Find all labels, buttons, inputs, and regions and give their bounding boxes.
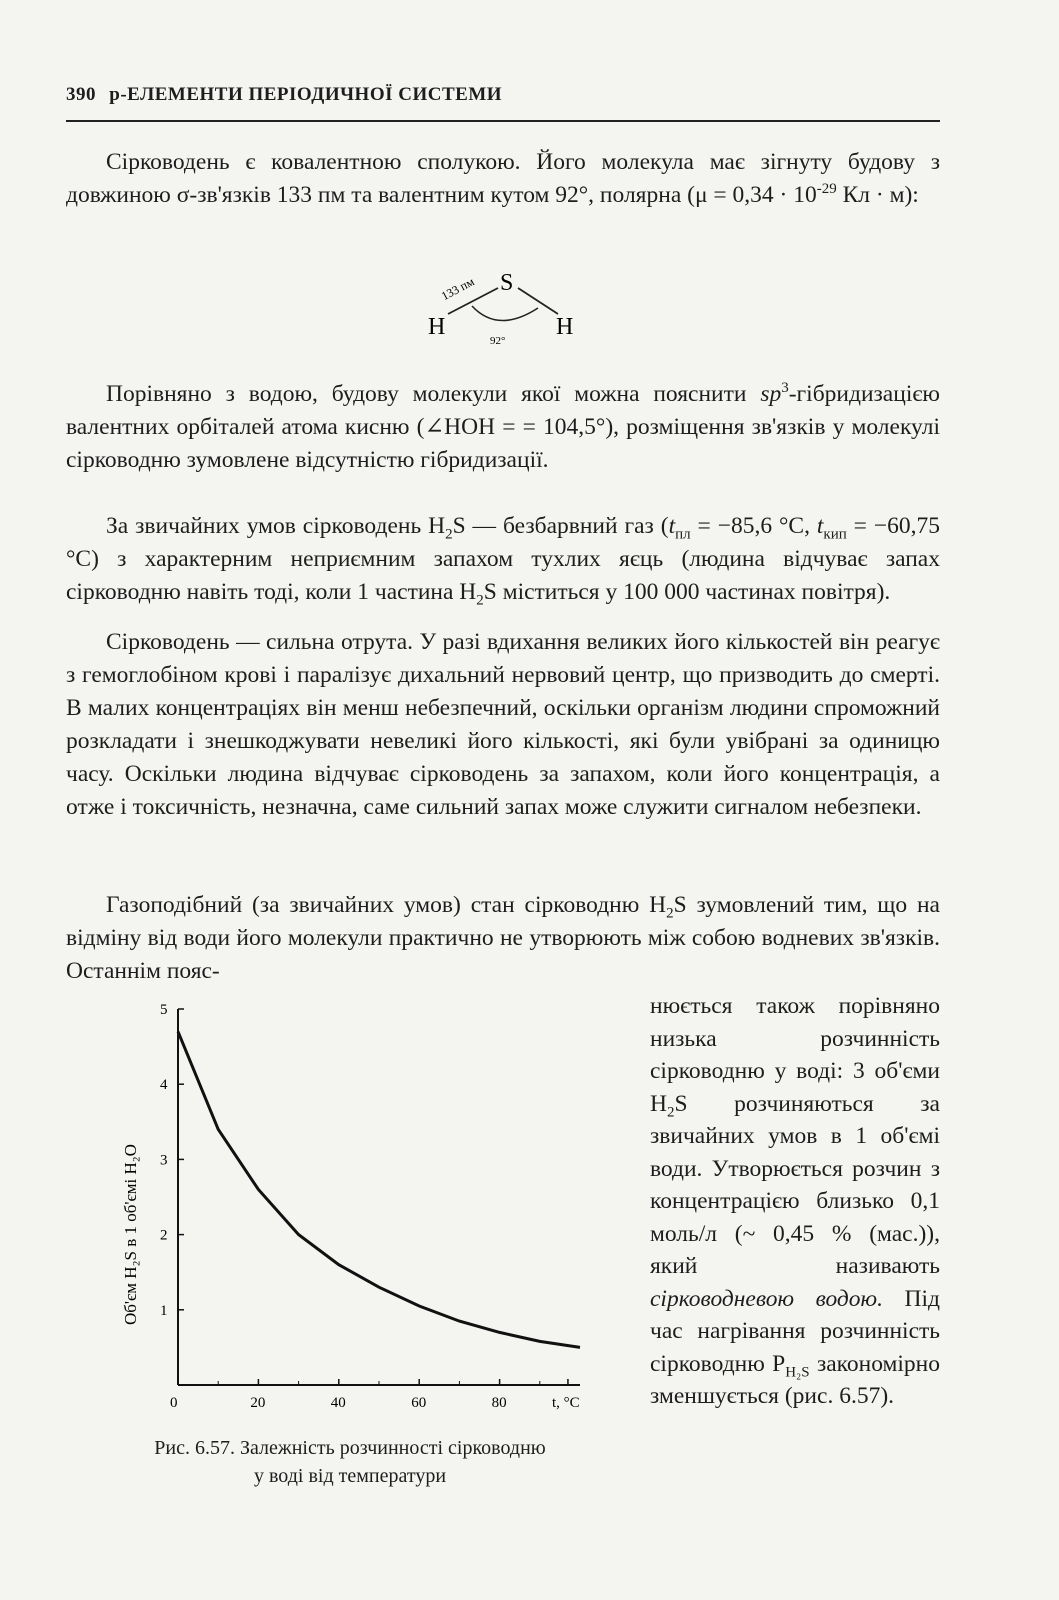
wrap-a: нюється також порівняно низька розчинність сірководню у воді: 3 об'єми H (650, 993, 940, 1117)
paragraph-1 (66, 146, 940, 212)
bond-right (518, 288, 558, 314)
solubility-chart (110, 995, 610, 1415)
paragraph-1-text-a: Сірководень є ковалентною сполукою. Його молекула має зігнуту будову з довжиною σ-зв'язків 133 пм та валентним кутом 92°, полярна (μ = 0,34 · 10 (66, 149, 940, 208)
p5-b: S зумовлений тим, що на відміну від води його молекули практично не утворюють між собою водневих зв'язків. Останнім пояс- (66, 892, 940, 984)
wrap-italic-term: сірководневою водою. (650, 1285, 884, 1312)
angle-label: 92° (490, 335, 506, 347)
running-title: p-ЕЛЕМЕНТИ ПЕРІОДИЧНОЇ СИСТЕМИ (109, 84, 503, 105)
hydrogen-atom-left: H (428, 314, 446, 340)
p5-a: Газоподібний (за звичайних умов) стан сірководню H (106, 892, 667, 918)
y-tick-label: 4 (160, 1077, 168, 1094)
p3-t1sub: пл (675, 526, 691, 543)
x-tick-label: 40 (330, 1395, 346, 1411)
bond-length-label: 133 пм (438, 274, 477, 304)
y-tick-label: 1 (160, 1302, 168, 1319)
wrapped-text (650, 990, 940, 1413)
figure-caption (80, 1434, 620, 1490)
x-tick-label: 20 (250, 1395, 266, 1411)
wrap-c: Під час нагрівання розчинність сірководню P (650, 1285, 940, 1377)
y-tick-label: 2 (160, 1227, 168, 1244)
paragraph-4: Сірководень — сильна отрута. У разі вдихання великих його кількостей він реагує з гемоглобіном крові і паралізує дихальний нервовий центр, що призводить до смерті. В малих концентраціях він менш небезпечний, оскільки організм людини спроможний розкладати і знешкоджувати невеликі його кількості, які були увібрані за одиницю часу. Оскільки людина відчуває сірководень за запахом, коли його концентрація, а отже і токсичність, незначна, саме сильний запах може служити сигналом небезпеки. (66, 629, 940, 820)
sulfur-atom: S (500, 270, 514, 296)
p3-t1: t (668, 513, 676, 539)
page-number: 390 (66, 84, 96, 105)
x-tick-label: 60 (411, 1395, 427, 1411)
p3-d: = −60,75 °C) з характерним неприємним запахом тухлих яєць (людина відчуває запах сірководню навіть тоді, коли 1 частина H (66, 513, 940, 605)
angle-arc (472, 306, 538, 321)
paragraph-1-text-b: Кл · м): (836, 182, 919, 208)
hydrogen-atom-right: H (556, 314, 574, 340)
x-tick-label: t, °C (551, 1395, 580, 1411)
caption-line-2: у воді від температури (253, 1465, 447, 1487)
running-header (66, 84, 940, 106)
p3-t2sub: кип (823, 526, 847, 543)
sp-superscript: 3 (781, 380, 789, 397)
p3-a: За звичайних умов сірководень H (106, 513, 446, 539)
paragraph-2-text-a: Порівняно з водою, будову молекули якої можна пояснити (106, 381, 761, 407)
p3-sub1: 2 (445, 526, 453, 543)
x-tick-label: 0 (170, 1395, 178, 1411)
p3-e: S міститься у 100 000 частинах повітря). (483, 579, 891, 605)
p3-sub2: 2 (476, 592, 484, 609)
y-tick-label: 5 (160, 1002, 168, 1018)
p3-c: = −85,6 °C, (690, 513, 817, 539)
h2s-molecule-diagram (420, 262, 600, 352)
paragraph-2 (66, 378, 940, 477)
wrap-sub: 2 (666, 1104, 675, 1121)
wrap-psub: H₂S (785, 1364, 810, 1381)
caption-line-1: Рис. 6.57. Залежність розчинності сірководню (154, 1437, 546, 1459)
sp-italic: sp (760, 381, 782, 407)
y-axis-label: Об'єм H₂S в 1 об'ємі H₂O (121, 1144, 140, 1325)
solubility-curve (178, 1032, 580, 1348)
wrap-b: S розчиняються за звичайних умов в 1 об'ємі води. Утворюється розчин з концентрацією близько 0,1 моль/л (~ 0,45 % (мас.)), який називають (650, 1090, 940, 1279)
exponent: -29 (816, 181, 837, 198)
paragraph-2-text-b: -гібридизацією валентних орбіталей атома кисню (∠HOH = = 104,5°), розміщення зв'язків у молекулі сірководню зумовлене відсутністю гібридизації. (66, 381, 940, 473)
y-tick-label: 3 (160, 1152, 168, 1169)
header-rule (66, 120, 940, 122)
x-tick-label: 80 (491, 1395, 507, 1411)
chart-ticks (160, 1002, 580, 1411)
paragraph-3 (66, 510, 940, 609)
paragraph-5 (66, 889, 940, 988)
p3-b: S — безбарвний газ ( (452, 513, 669, 539)
chart-axes (178, 1009, 580, 1385)
p3-t2: t (816, 513, 824, 539)
p5-sub: 2 (666, 905, 674, 922)
wrap-d: закономірно зменшується (рис. 6.57). (650, 1350, 940, 1409)
